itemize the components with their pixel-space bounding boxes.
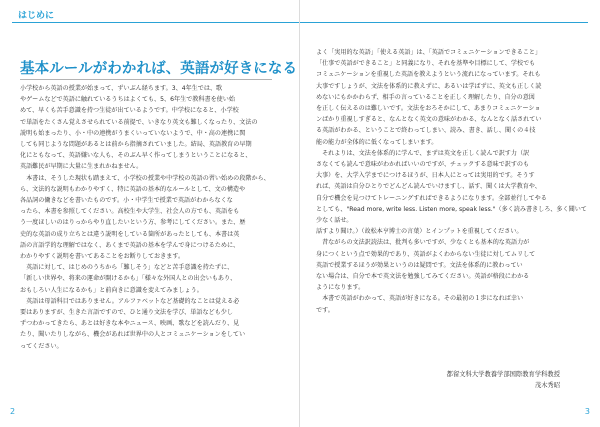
header-rule	[12, 22, 299, 23]
page-number-right: 3	[584, 407, 590, 416]
author-name: 茂木秀昭	[534, 382, 560, 389]
left-page	[0, 0, 299, 427]
chapter-title: 基本ルールがわかれば、英語が好きになる	[20, 61, 298, 77]
left-body-text: 小学校から英語の授業が始まって、ずいぶん経ちます。3、4年生では、歌 やゲームなどで英語に触れているうちはよくても、5、6年生で教科書を使い始 めて、早くも苦手意識を持つ生徒が出ているようです。中学校になると、小学校 で単語をたくさん覚えさせられている前提で、いきなり英文も難しくなったり、文法の 説明も始まったり、小・中の連携がうまくいっていないようで、中・高の連携に関 しても同じような問題があるとは前から指摘されていました。結局、英語教育の早期 化にともなって、英語嫌いな人も、そのぶん早く作ってしまうということになると、 英語難民が早期に大量に生まれかねません。 本書は、そうした現状も踏まえて、小学校の授業や中学校の英語の習い始めの段階から、 ら、文法的な説明もわかりやすく、特に英語の基本的なルールとして、文の構造や 各品詞の働きなどを書いたものです。小・中学生で授業で英語がわからなくな ったら、本書を参照してください。高校生や大学生、社会人の方でも、英語をも う一度ほしいのはりっからやり直したいという方、参考にしてください。また、歴 史的な英語の成り立ちとは違う説明をしている箇所があったとしても、本書は英 語の言語学的な理解ではなく、あくまで英語の基本を学んで身につけるために、 わかりやすく説明を書いてあることをお断りしておきます。 英語に対して、はじめのうちから「難しそう」などと苦手意識を持たずに、 「新しい世界や、将来の運命が開けるかも」「様々な外国人との出会いもあり、 おもしろい人生になるかも」と前向きに意識を変えてみましょう。 英語は母語科目ではありません。アルファベットなど基礎的なことは覚える必 要はありますが、生きた言語ですので、ひと通り文法を学び、単語なども少し ずつわかってきたら、あとは好きな本やニュース、映画、歌などを読んだり、見 たり、聞いたりしながら、機会があれば世界中の人とコミュニケーションをしてい ってください。	[20, 85, 270, 350]
title-underline	[20, 79, 272, 80]
header-rule-right	[300, 22, 588, 23]
right-page	[300, 0, 600, 427]
section-label: はじめに	[18, 11, 55, 21]
page-number-left: 2	[10, 407, 16, 416]
right-body-text: よく「実用的な英語」「使える英語」は、「英語でコミュニケーションできること」 「仕事で英語ができること」と同義になり、それを基準や目標にして、学校でも コミュニケーションを重視した英語を教えようという流れになっています。それも 大事ですしょうが、文法を体系的に教えずに、あるいは学ばずに、英文も正しく読 めないにもかかわらず、相手の言っていることを正しく理解したり、自分の意図 を正しく伝えるのは難しいです。文法をおろそかにして、あまりコミュニケーショ ンばかり重視しすぎると、なんとなく英文の意味がわかる、なんとなく話されてい る英語がわかる、ということで終わってしまい、読み、書き、話し、聞くの４技 能の能力が全体的に低くなってしまいます。 それよりは、文法を体系的に学んで、まずは英文を正しく読んで訳す力（訳 さなくても読んで意味がわかればいいのですが、チェックする意味で訳すのも 大事）を、大学入学までにつけるほうが、日本人にとっては実用的です。そうす れば、英語は自分ひとりでどんどん読んでいけますし、話す、聞くは大学教育や、 自分で機会を見つけてトレーニングすればできるようになります。全部並行してやる としても、"Read more, write less. Listen more, speak less."（多く読み書きしろ、多く聞いて少なく話せ。 話すより聞け。）（故松本亨博士の言葉）とインプットを重視してください。 昔ながらの文法訳読法は、批判も多いですが、少なくとも基本的な英語力が 身につくという点で効果的であり、英語がよくわからない生徒に対してムリして 英語で授業するほうが効果というのは疑問です。文法を体系的に教わってい ない場合は、自分で本で英文法を勉強してみてください。英語が格段にわかる ようになります。 本書で英語がわかって、英語が好きになる。その最初の１歩になれば幸い です。	[316, 49, 587, 314]
author-affiliation: 都留文科大学教養学部国際教育学科教授	[446, 371, 560, 378]
